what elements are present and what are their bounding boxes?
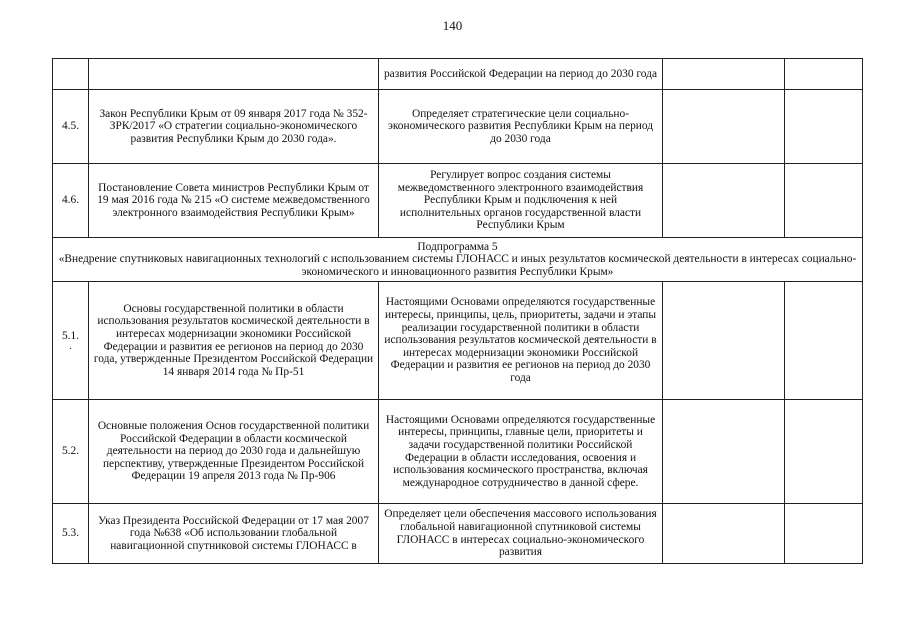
table-row [53,164,863,238]
empty-cell [663,59,785,90]
row-number-cell [53,282,89,400]
row-number: 5.3. [53,504,89,564]
empty-cell [663,164,785,238]
empty-cell [785,59,863,90]
row-number: 4.6. [53,164,89,238]
row-number: 5.2. [53,400,89,504]
table-row [53,90,863,164]
empty-cell [663,504,785,564]
empty-cell [785,90,863,164]
table-row [53,59,863,90]
empty-cell [785,504,863,564]
empty-cell [663,400,785,504]
empty-cell [785,400,863,504]
row-number: 5.1. [61,330,80,343]
description-cell: Настоящими Основами определяются государственные интересы, принципы, цель, приоритеты, задачи и этапы реализации государственной политики в области использования результатов космической деятельности в интересах модернизации экономики Российской Федерации и развития ее регионов на период до 2030 года [379,282,663,400]
row-mark: . [69,340,72,352]
description-cell: развития Российской Федерации на период до 2030 года [379,59,663,90]
subprogram-title: Подпрограмма 5 [417,240,498,253]
description-cell: Определяет цели обеспечения массового использования глобальной навигационной спутниковой системы ГЛОНАСС в интересах социально-экономического развития [379,504,663,564]
description-cell: Определяет стратегические цели социально-экономического развития Республики Крым на период до 2030 года [379,90,663,164]
page-number: 140 [442,18,463,33]
empty-cell [785,164,863,238]
empty-cell [663,90,785,164]
subprogram-row [53,238,863,282]
document-cell: Постановление Совета министров Республики Крым от 19 мая 2016 года № 215 «О системе межведомственного электронного взаимодействия Республики Крым» [89,164,379,238]
legal-acts-table [52,58,863,564]
subprogram-cell [53,238,863,282]
table-row [53,400,863,504]
document-cell: Закон Республики Крым от 09 января 2017 года № 352-ЗРК/2017 «О стратегии социально-экономического развития Республики Крым до 2030 года». [89,90,379,164]
empty-cell [663,282,785,400]
document-cell: Основные положения Основ государственной политики Российской Федерации в области космической деятельности на период до 2030 года и дальнейшую перспективу, утвержденные Президентом Российской Федерации 19 апреля 2013 года № Пр-906 [89,400,379,504]
subprogram-name: «Внедрение спутниковых навигационных технологий с использованием системы ГЛОНАСС и иных результатов космической деятельности в интересах социально-экономического и инновационного развития Республики Крым» [58,253,857,278]
row-number: 4.5. [53,90,89,164]
table-row [53,282,863,400]
document-cell: Указ Президента Российской Федерации от 17 мая 2007 года №638 «Об использовании глобальной навигационной спутниковой системы ГЛОНАСС в [89,504,379,564]
description-cell: Настоящими Основами определяются государственные интересы, принципы, главные цели, приоритеты и задачи государственной политики Российской Федерации в области исследования, освоения и использования космического пространства, включая международное сотрудничество в данной сфере. [379,400,663,504]
row-number [53,59,89,90]
empty-cell [785,282,863,400]
table-row [53,504,863,564]
document-cell [89,59,379,90]
document-cell: Основы государственной политики в области использования результатов космической деятельности в интересах модернизации экономики Российской Федерации и развития ее регионов на период до 2030 года, утвержденные Президентом Российской Федерации 14 января 2014 года № Пр-51 [89,282,379,400]
description-cell: Регулирует вопрос создания системы межведомственного электронного взаимодействия Республики Крым и подключения к ней исполнительных органов государственной власти Республики Крым [379,164,663,238]
